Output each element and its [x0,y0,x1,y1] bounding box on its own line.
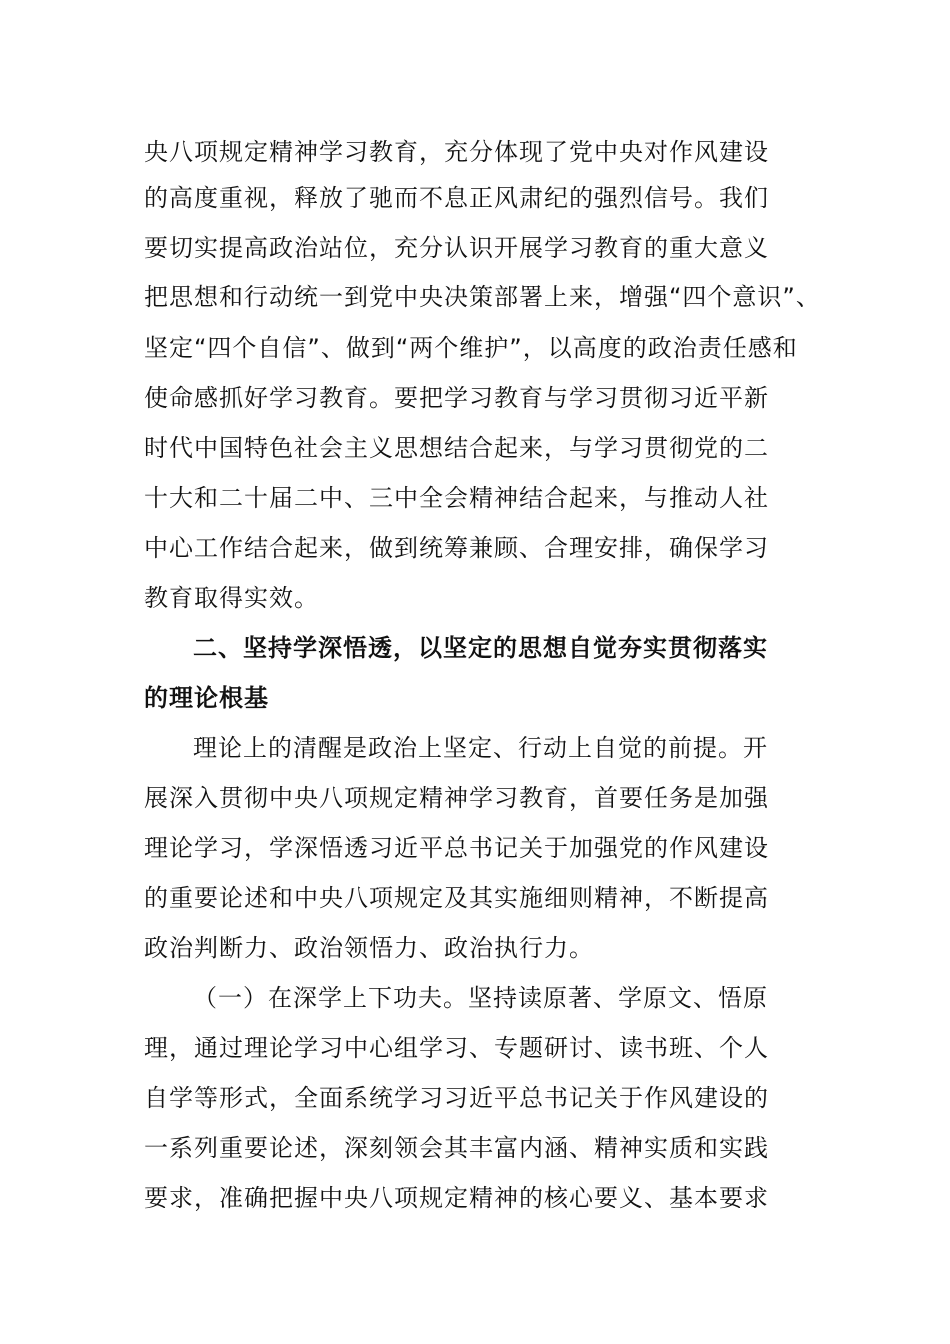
text-line: 十大和二十届二中、三中全会精神结合起来，与推动人社 [144,484,769,512]
text-line: 央八项规定精神学习教育，充分体现了党中央对作风建设 [144,138,769,166]
section-heading: 二、坚持学深悟透，以坚定的思想自觉夯实贯彻落实 [193,634,768,662]
subsection-start-line: （一）在深学上下功夫。坚持读原著、学原文、悟原 [193,984,768,1012]
paragraph-start-line: 理论上的清醒是政治上坚定、行动上自觉的前提。开 [193,734,768,762]
text-line: 理论学习，学深悟透习近平总书记关于加强党的作风建设 [144,834,769,862]
text-line: 要切实提高政治站位，充分认识开展学习教育的重大意义 [144,234,769,262]
text-line: 要求，准确把握中央八项规定精神的核心要义、基本要求 [144,1184,769,1212]
section-heading-continued: 的理论根基 [144,684,269,712]
text-line: 理，通过理论学习中心组学习、专题研讨、读书班、个人 [144,1034,769,1062]
text-line: 把思想和行动统一到党中央决策部署上来，增强“四个意识”、 [144,283,821,311]
text-line: 坚定“四个自信”、做到“两个维护”，以高度的政治责任感和 [144,334,798,362]
text-line: 教育取得实效。 [144,584,319,612]
text-line: 自学等形式，全面系统学习习近平总书记关于作风建设的 [144,1084,769,1112]
text-line: 一系列重要论述，深刻领会其丰富内涵、精神实质和实践 [144,1134,769,1162]
text-line: 政治判断力、政治领悟力、政治执行力。 [144,934,594,962]
text-line: 中心工作结合起来，做到统筹兼顾、合理安排，确保学习 [144,534,769,562]
text-line: 展深入贯彻中央八项规定精神学习教育，首要任务是加强 [144,784,769,812]
text-line: 使命感抓好学习教育。要把学习教育与学习贯彻习近平新 [144,384,769,412]
text-line: 的重要论述和中央八项规定及其实施细则精神，不断提高 [144,884,769,912]
text-line: 的高度重视，释放了驰而不息正风肃纪的强烈信号。我们 [144,184,769,212]
text-line: 时代中国特色社会主义思想结合起来，与学习贯彻党的二 [144,434,769,462]
